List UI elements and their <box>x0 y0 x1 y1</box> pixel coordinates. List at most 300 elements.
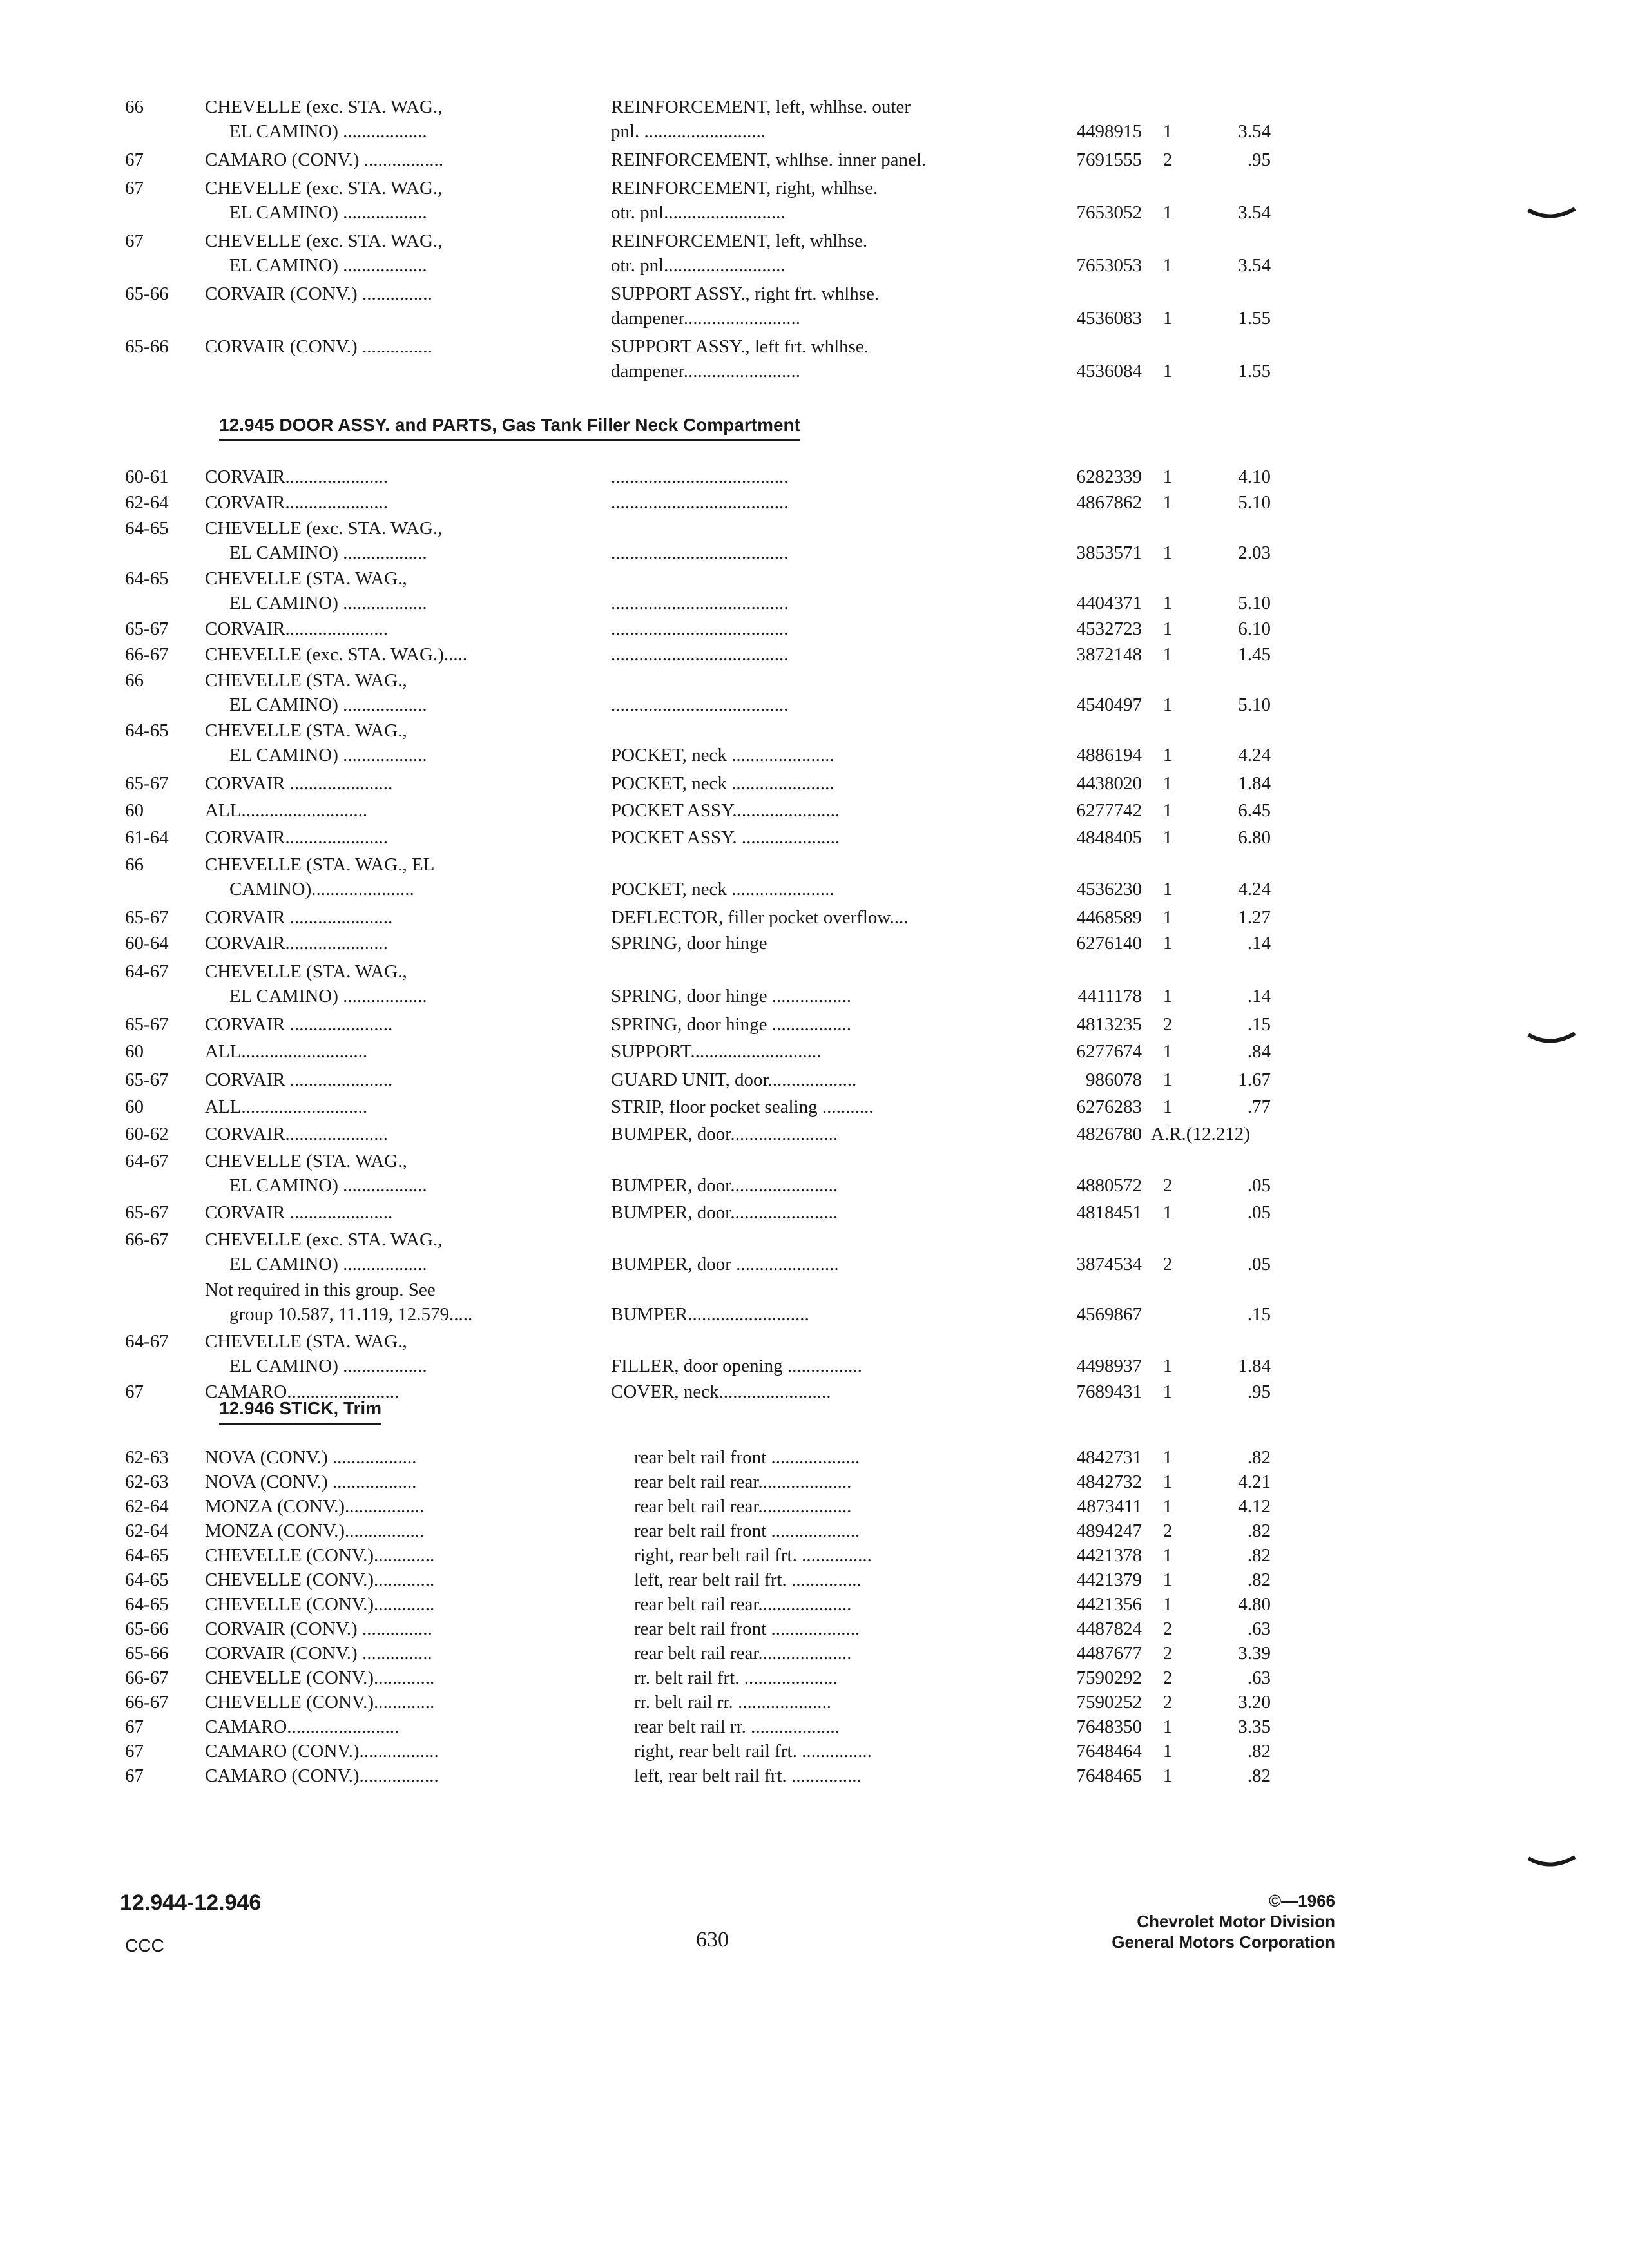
footer-copyright: ©—1966 <box>1269 1891 1335 1910</box>
quantity-cell: 1 <box>1162 543 1173 563</box>
part-number-cell: 4438020 <box>1076 773 1142 794</box>
parts-table-row <box>0 1642 1629 1666</box>
price-cell: .14 <box>1247 933 1271 954</box>
year-cell: 64-65 <box>125 568 169 589</box>
price-cell: 5.10 <box>1238 492 1271 513</box>
description-cell: dampener......................... <box>611 361 800 381</box>
model-cell: CHEVELLE (CONV.)............. <box>205 1692 435 1713</box>
model-cell: CHEVELLE (STA. WAG., <box>205 568 407 589</box>
year-cell: 62-64 <box>125 1521 169 1541</box>
model-cell: CORVAIR...................... <box>205 466 388 487</box>
parts-table-row <box>0 1068 1629 1093</box>
model-cell: CORVAIR ...................... <box>205 907 393 928</box>
description-cell: FILLER, door opening ................ <box>611 1356 862 1376</box>
year-cell: 67 <box>125 231 144 251</box>
year-cell: 65-66 <box>125 336 169 357</box>
price-cell: .14 <box>1247 986 1271 1006</box>
parts-table-row <box>0 335 1629 384</box>
parts-table-row <box>0 465 1629 490</box>
description-cell: STRIP, floor pocket sealing ........... <box>611 1097 874 1117</box>
price-cell: .82 <box>1247 1741 1271 1762</box>
quantity-cell: 2 <box>1162 1643 1173 1664</box>
year-cell: 64-65 <box>125 518 169 539</box>
model-cell: CORVAIR ...................... <box>205 1070 393 1090</box>
quantity-cell: 2 <box>1162 1254 1173 1274</box>
part-number-cell: 4867862 <box>1076 492 1142 513</box>
part-number-cell: 4894247 <box>1076 1521 1142 1541</box>
quantity-cell: 1 <box>1162 1041 1173 1062</box>
parts-table-row <box>0 826 1629 850</box>
model-cell: EL CAMINO) .................. <box>229 1254 427 1274</box>
model-cell: CHEVELLE (CONV.)............. <box>205 1545 435 1566</box>
price-cell: .82 <box>1247 1570 1271 1590</box>
parts-table-row <box>0 1666 1629 1691</box>
price-cell: 6.45 <box>1238 800 1271 821</box>
description-cell: BUMPER, door....................... <box>611 1202 838 1223</box>
parts-table-row <box>0 799 1629 823</box>
model-cell: CORVAIR (CONV.) ............... <box>205 1643 432 1664</box>
model-cell: EL CAMINO) .................. <box>229 543 427 563</box>
model-cell: ALL........................... <box>205 800 368 821</box>
price-cell: 6.10 <box>1238 619 1271 639</box>
part-number-cell: 4411178 <box>1077 986 1142 1006</box>
year-cell: 61-64 <box>125 827 169 848</box>
price-cell: .84 <box>1247 1041 1271 1062</box>
model-cell: group 10.587, 11.119, 12.579..... <box>229 1304 473 1325</box>
description-cell: SPRING, door hinge ................. <box>611 986 851 1006</box>
part-number-cell: 4421378 <box>1076 1545 1142 1566</box>
footer-section-range: 12.944-12.946 <box>120 1890 262 1915</box>
price-cell: 3.39 <box>1238 1643 1271 1664</box>
quantity-cell: 1 <box>1162 593 1173 613</box>
price-cell: .05 <box>1247 1202 1271 1223</box>
parts-table-row <box>0 1149 1629 1198</box>
price-cell: 1.27 <box>1238 907 1271 928</box>
year-cell: 60 <box>125 800 144 821</box>
year-cell: 64-65 <box>125 720 169 741</box>
model-cell: EL CAMINO) .................. <box>229 745 427 765</box>
part-number-cell: 7648350 <box>1076 1716 1142 1737</box>
description-cell: SUPPORT ASSY., right frt. whlhse. <box>611 284 880 304</box>
model-cell: CHEVELLE (STA. WAG., EL <box>205 854 435 875</box>
model-cell: EL CAMINO) .................. <box>229 121 427 142</box>
part-number-cell: 4421356 <box>1076 1594 1142 1615</box>
parts-table-row <box>0 491 1629 515</box>
price-cell: .63 <box>1247 1667 1271 1688</box>
year-cell: 65-67 <box>125 1014 169 1035</box>
model-cell: CHEVELLE (exc. STA. WAG., <box>205 518 443 539</box>
model-cell: CHEVELLE (STA. WAG., <box>205 1151 407 1171</box>
parts-table-row <box>0 853 1629 902</box>
quantity-cell: 2 <box>1162 1619 1173 1639</box>
quantity-cell: 1 <box>1162 879 1173 899</box>
model-cell: CORVAIR ...................... <box>205 1202 393 1223</box>
description-cell: rear belt rail front ................... <box>634 1521 860 1541</box>
year-cell: 60-62 <box>125 1124 169 1144</box>
part-number-cell: 7590252 <box>1076 1692 1142 1713</box>
parts-table-row <box>0 617 1629 642</box>
model-cell: CHEVELLE (STA. WAG., <box>205 670 407 691</box>
page-number: 630 <box>696 1928 729 1952</box>
part-number-cell: 4536230 <box>1076 879 1142 899</box>
year-cell: 66 <box>125 854 144 875</box>
parts-table-row <box>0 567 1629 616</box>
price-cell: .82 <box>1247 1521 1271 1541</box>
description-cell: rear belt rail rear.................... <box>634 1594 852 1615</box>
description-cell: COVER, neck........................ <box>611 1381 831 1402</box>
quantity-cell: 1 <box>1162 644 1173 665</box>
part-number-cell: 4487824 <box>1076 1619 1142 1639</box>
description-cell: REINFORCEMENT, right, whlhse. <box>611 178 878 198</box>
model-cell: CHEVELLE (STA. WAG., <box>205 1331 407 1352</box>
part-number-cell: 4813235 <box>1076 1014 1142 1035</box>
price-cell: .15 <box>1247 1304 1271 1325</box>
part-number-cell: 6277742 <box>1076 800 1142 821</box>
year-cell: 60-64 <box>125 933 169 954</box>
quantity-cell: 2 <box>1162 1014 1173 1035</box>
year-cell: 66 <box>125 670 144 691</box>
quantity-cell: 1 <box>1162 1472 1173 1492</box>
description-cell: rear belt rail rear.................... <box>634 1496 852 1517</box>
scan-mark-icon <box>1527 1031 1576 1048</box>
year-cell: 64-67 <box>125 1151 169 1171</box>
model-cell: ALL........................... <box>205 1041 368 1062</box>
model-cell: CHEVELLE (exc. STA. WAG., <box>205 97 443 117</box>
description-cell: POCKET, neck ...................... <box>611 879 834 899</box>
price-cell: .95 <box>1247 149 1271 170</box>
parts-table-row <box>0 282 1629 331</box>
parts-table-row <box>0 1278 1629 1327</box>
price-cell: .77 <box>1247 1097 1271 1117</box>
price-cell: 1.55 <box>1238 308 1271 329</box>
quantity-cell: 1 <box>1162 121 1173 142</box>
price-cell: 3.54 <box>1238 202 1271 223</box>
price-cell: 4.10 <box>1238 466 1271 487</box>
quantity-cell: 1 <box>1162 1097 1173 1117</box>
model-cell: CORVAIR (CONV.) ............... <box>205 1619 432 1639</box>
part-number-cell: 7653053 <box>1076 255 1142 276</box>
parts-table-row <box>0 669 1629 718</box>
part-number-cell: 7648465 <box>1076 1765 1142 1786</box>
quantity-cell: 2 <box>1162 1667 1173 1688</box>
description-cell: ...................................... <box>611 492 789 513</box>
quantity-cell: 1 <box>1162 619 1173 639</box>
price-cell: .82 <box>1247 1447 1271 1468</box>
model-cell: CHEVELLE (CONV.)............. <box>205 1667 435 1688</box>
price-cell: 1.45 <box>1238 644 1271 665</box>
model-cell: CHEVELLE (CONV.)............. <box>205 1594 435 1615</box>
price-cell: .63 <box>1247 1619 1271 1639</box>
model-cell: CAMARO........................ <box>205 1381 400 1402</box>
quantity-cell: 1 <box>1162 773 1173 794</box>
model-cell: NOVA (CONV.) .................. <box>205 1472 417 1492</box>
part-number-cell: 4886194 <box>1076 745 1142 765</box>
part-number-cell: 4536084 <box>1076 361 1142 381</box>
quantity-cell: 1 <box>1162 1545 1173 1566</box>
quantity-cell: 2 <box>1162 1521 1173 1541</box>
year-cell: 65-67 <box>125 619 169 639</box>
parts-table-row <box>0 1013 1629 1037</box>
part-number-cell: 3874534 <box>1076 1254 1142 1274</box>
quantity-cell: 1 <box>1162 1356 1173 1376</box>
part-number-cell: 7590292 <box>1076 1667 1142 1688</box>
quantity-cell <box>1155 1303 1181 1326</box>
model-cell: CORVAIR (CONV.) ............... <box>205 284 432 304</box>
year-cell: 62-63 <box>125 1472 169 1492</box>
year-cell: 62-63 <box>125 1447 169 1468</box>
description-cell: left, rear belt rail frt. ............... <box>634 1570 862 1590</box>
description-cell: rear belt rail front ................... <box>634 1447 860 1468</box>
parts-table-row <box>0 1519 1629 1544</box>
price-cell: 3.54 <box>1238 255 1271 276</box>
part-number-cell: 4826780 <box>1076 1124 1142 1144</box>
model-cell: CORVAIR ...................... <box>205 773 393 794</box>
quantity-cell: 1 <box>1162 361 1173 381</box>
model-cell: CORVAIR...................... <box>205 619 388 639</box>
quantity-cell: 1 <box>1162 1496 1173 1517</box>
quantity-cell: 1 <box>1162 255 1173 276</box>
description-cell: POCKET, neck ...................... <box>611 773 834 794</box>
model-cell: CAMARO........................ <box>205 1716 400 1737</box>
quantity-ref-cell: A.R.(12.212) <box>1151 1124 1250 1144</box>
model-cell: CORVAIR ...................... <box>205 1014 393 1035</box>
parts-table-row <box>0 1040 1629 1064</box>
part-number-cell: 4569867 <box>1076 1304 1142 1325</box>
part-number-cell: 4421379 <box>1076 1570 1142 1590</box>
model-cell: CAMARO (CONV.) ................. <box>205 149 444 170</box>
price-cell: 4.24 <box>1238 879 1271 899</box>
parts-table-row <box>0 95 1629 144</box>
description-cell: POCKET, neck ...................... <box>611 745 834 765</box>
price-cell: 1.55 <box>1238 361 1271 381</box>
description-cell: ...................................... <box>611 466 789 487</box>
description-cell: ...................................... <box>611 593 789 613</box>
year-cell: 60-61 <box>125 466 169 487</box>
model-cell: MONZA (CONV.)................. <box>205 1521 425 1541</box>
part-number-cell: 3853571 <box>1076 543 1142 563</box>
section-heading: 12.945 DOOR ASSY. and PARTS, Gas Tank Filler Neck Compartment <box>219 414 800 441</box>
model-cell: CAMARO (CONV.)................. <box>205 1765 439 1786</box>
description-cell: REINFORCEMENT, whlhse. inner panel. <box>611 149 927 170</box>
parts-table-row <box>0 1446 1629 1470</box>
model-cell: CORVAIR...................... <box>205 933 388 954</box>
description-cell: SPRING, door hinge <box>611 933 767 954</box>
description-cell: BUMPER, door ...................... <box>611 1254 839 1274</box>
parts-table-row <box>0 1764 1629 1789</box>
description-cell: otr. pnl.......................... <box>611 202 786 223</box>
quantity-cell: 2 <box>1162 1692 1173 1713</box>
year-cell: 60 <box>125 1097 144 1117</box>
year-cell: 65-66 <box>125 1643 169 1664</box>
quantity-cell: 1 <box>1162 1741 1173 1762</box>
year-cell: 64-67 <box>125 961 169 982</box>
price-cell: .82 <box>1247 1545 1271 1566</box>
parts-table-row <box>0 1740 1629 1764</box>
description-cell: rear belt rail rr. ................... <box>634 1716 840 1737</box>
quantity-cell: 1 <box>1162 1570 1173 1590</box>
part-number-cell: 4404371 <box>1076 593 1142 613</box>
price-cell: 5.10 <box>1238 695 1271 715</box>
footer-copyright-block <box>1112 1890 1335 1952</box>
description-cell: dampener......................... <box>611 308 800 329</box>
year-cell: 64-65 <box>125 1545 169 1566</box>
part-number-cell: 4818451 <box>1076 1202 1142 1223</box>
quantity-cell: 1 <box>1162 466 1173 487</box>
year-cell: 60 <box>125 1041 144 1062</box>
year-cell: 65-67 <box>125 1202 169 1223</box>
price-cell: .82 <box>1247 1765 1271 1786</box>
year-cell: 62-64 <box>125 492 169 513</box>
description-cell: BUMPER, door....................... <box>611 1124 838 1144</box>
description-cell: POCKET ASSY....................... <box>611 800 840 821</box>
model-cell: CHEVELLE (exc. STA. WAG., <box>205 178 443 198</box>
part-number-cell: 4540497 <box>1076 695 1142 715</box>
year-cell: 64-67 <box>125 1331 169 1352</box>
part-number-cell: 986078 <box>1086 1070 1142 1090</box>
description-cell: pnl. .......................... <box>611 121 766 142</box>
parts-table-row <box>0 177 1629 226</box>
section-heading: 12.946 STICK, Trim <box>219 1397 381 1425</box>
year-cell: 64-65 <box>125 1570 169 1590</box>
model-cell: CORVAIR (CONV.) ............... <box>205 336 432 357</box>
year-cell: 65-66 <box>125 284 169 304</box>
model-cell: EL CAMINO) .................. <box>229 255 427 276</box>
description-cell: DEFLECTOR, filler pocket overflow.... <box>611 907 909 928</box>
part-number-cell: 4468589 <box>1076 907 1142 928</box>
description-cell: otr. pnl.......................... <box>611 255 786 276</box>
description-cell: SUPPORT ASSY., left frt. whlhse. <box>611 336 869 357</box>
model-cell: CORVAIR...................... <box>205 827 388 848</box>
year-cell: 67 <box>125 149 144 170</box>
year-cell: 66-67 <box>125 1667 169 1688</box>
year-cell: 65-66 <box>125 1619 169 1639</box>
scan-mark-icon <box>1527 1854 1576 1871</box>
part-number-cell: 4498937 <box>1076 1356 1142 1376</box>
year-cell: 62-64 <box>125 1496 169 1517</box>
price-cell: 4.21 <box>1238 1472 1271 1492</box>
description-cell: REINFORCEMENT, left, whlhse. outer <box>611 97 911 117</box>
model-cell: EL CAMINO) .................. <box>229 695 427 715</box>
parts-table-row <box>0 1593 1629 1617</box>
model-cell: EL CAMINO) .................. <box>229 1175 427 1196</box>
year-cell: 67 <box>125 1716 144 1737</box>
part-number-cell: 4532723 <box>1076 619 1142 639</box>
quantity-cell: 1 <box>1162 827 1173 848</box>
parts-table-row <box>0 772 1629 796</box>
model-cell: NOVA (CONV.) .................. <box>205 1447 417 1468</box>
price-cell: .15 <box>1247 1014 1271 1035</box>
description-cell: POCKET ASSY. ..................... <box>611 827 840 848</box>
quantity-cell: 1 <box>1162 1765 1173 1786</box>
part-number-cell: 4536083 <box>1076 308 1142 329</box>
year-cell: 67 <box>125 178 144 198</box>
price-cell: .95 <box>1247 1381 1271 1402</box>
year-cell: 65-67 <box>125 907 169 928</box>
description-cell: BUMPER.......................... <box>611 1304 809 1325</box>
price-cell: 1.84 <box>1238 1356 1271 1376</box>
model-cell: CHEVELLE (STA. WAG., <box>205 961 407 982</box>
description-cell: rear belt rail rear.................... <box>634 1643 852 1664</box>
model-cell: EL CAMINO) .................. <box>229 986 427 1006</box>
price-cell: 4.12 <box>1238 1496 1271 1517</box>
description-cell: SUPPORT............................ <box>611 1041 822 1062</box>
model-cell: CORVAIR...................... <box>205 492 388 513</box>
parts-table-row <box>0 906 1629 930</box>
model-cell: CHEVELLE (exc. STA. WAG.)..... <box>205 644 468 665</box>
description-cell: ...................................... <box>611 619 789 639</box>
description-cell: ...................................... <box>611 644 789 665</box>
quantity-cell: 1 <box>1162 1381 1173 1402</box>
description-cell: rr. belt rail frt. .................... <box>634 1667 838 1688</box>
parts-table-row <box>0 719 1629 768</box>
quantity-cell: 1 <box>1162 308 1173 329</box>
parts-table-row <box>0 148 1629 173</box>
parts-table-row <box>0 1095 1629 1120</box>
part-number-cell: 4487677 <box>1076 1643 1142 1664</box>
price-cell: 3.20 <box>1238 1692 1271 1713</box>
part-number-cell: 4842731 <box>1076 1447 1142 1468</box>
part-number-cell: 6277674 <box>1076 1041 1142 1062</box>
description-cell: ...................................... <box>611 695 789 715</box>
price-cell: 1.67 <box>1238 1070 1271 1090</box>
model-cell: CAMINO)...................... <box>229 879 414 899</box>
model-cell: EL CAMINO) .................. <box>229 202 427 223</box>
description-cell: REINFORCEMENT, left, whlhse. <box>611 231 868 251</box>
description-cell: GUARD UNIT, door................... <box>611 1070 857 1090</box>
year-cell: 67 <box>125 1381 144 1402</box>
price-cell: .05 <box>1247 1175 1271 1196</box>
part-number-cell: 4880572 <box>1076 1175 1142 1196</box>
part-number-cell: 4842732 <box>1076 1472 1142 1492</box>
description-cell: BUMPER, door....................... <box>611 1175 838 1196</box>
quantity-cell: 1 <box>1162 800 1173 821</box>
description-cell: right, rear belt rail frt. ............... <box>634 1545 872 1566</box>
model-cell: EL CAMINO) .................. <box>229 593 427 613</box>
price-cell: 4.24 <box>1238 745 1271 765</box>
footer-corporation: General Motors Corporation <box>1112 1932 1335 1952</box>
description-cell: right, rear belt rail frt. ............... <box>634 1741 872 1762</box>
quantity-cell: 1 <box>1162 745 1173 765</box>
parts-table-row <box>0 1617 1629 1642</box>
price-cell: .05 <box>1247 1254 1271 1274</box>
model-cell: CHEVELLE (STA. WAG., <box>205 720 407 741</box>
price-cell: 4.80 <box>1238 1594 1271 1615</box>
year-cell: 66-67 <box>125 1692 169 1713</box>
year-cell: 66-67 <box>125 1229 169 1250</box>
description-cell: ...................................... <box>611 543 789 563</box>
year-cell: 65-67 <box>125 1070 169 1090</box>
model-cell: CHEVELLE (exc. STA. WAG., <box>205 231 443 251</box>
description-cell: rear belt rail rear.................... <box>634 1472 852 1492</box>
model-cell: CORVAIR...................... <box>205 1124 388 1144</box>
quantity-cell: 1 <box>1162 1716 1173 1737</box>
part-number-cell: 7648464 <box>1076 1741 1142 1762</box>
quantity-cell: 1 <box>1162 202 1173 223</box>
model-cell: CHEVELLE (exc. STA. WAG., <box>205 1229 443 1250</box>
price-cell: 1.84 <box>1238 773 1271 794</box>
description-cell: SPRING, door hinge ................. <box>611 1014 851 1035</box>
part-number-cell: 7653052 <box>1076 202 1142 223</box>
parts-table-row <box>0 1201 1629 1225</box>
parts-table-row <box>0 1330 1629 1379</box>
part-number-cell: 6276283 <box>1076 1097 1142 1117</box>
parts-table-row <box>0 1470 1629 1495</box>
parts-table-row <box>0 960 1629 1009</box>
parts-table-row <box>0 229 1629 278</box>
part-number-cell: 6276140 <box>1076 933 1142 954</box>
model-cell: MONZA (CONV.)................. <box>205 1496 425 1517</box>
model-cell: Not required in this group. See <box>205 1280 436 1300</box>
